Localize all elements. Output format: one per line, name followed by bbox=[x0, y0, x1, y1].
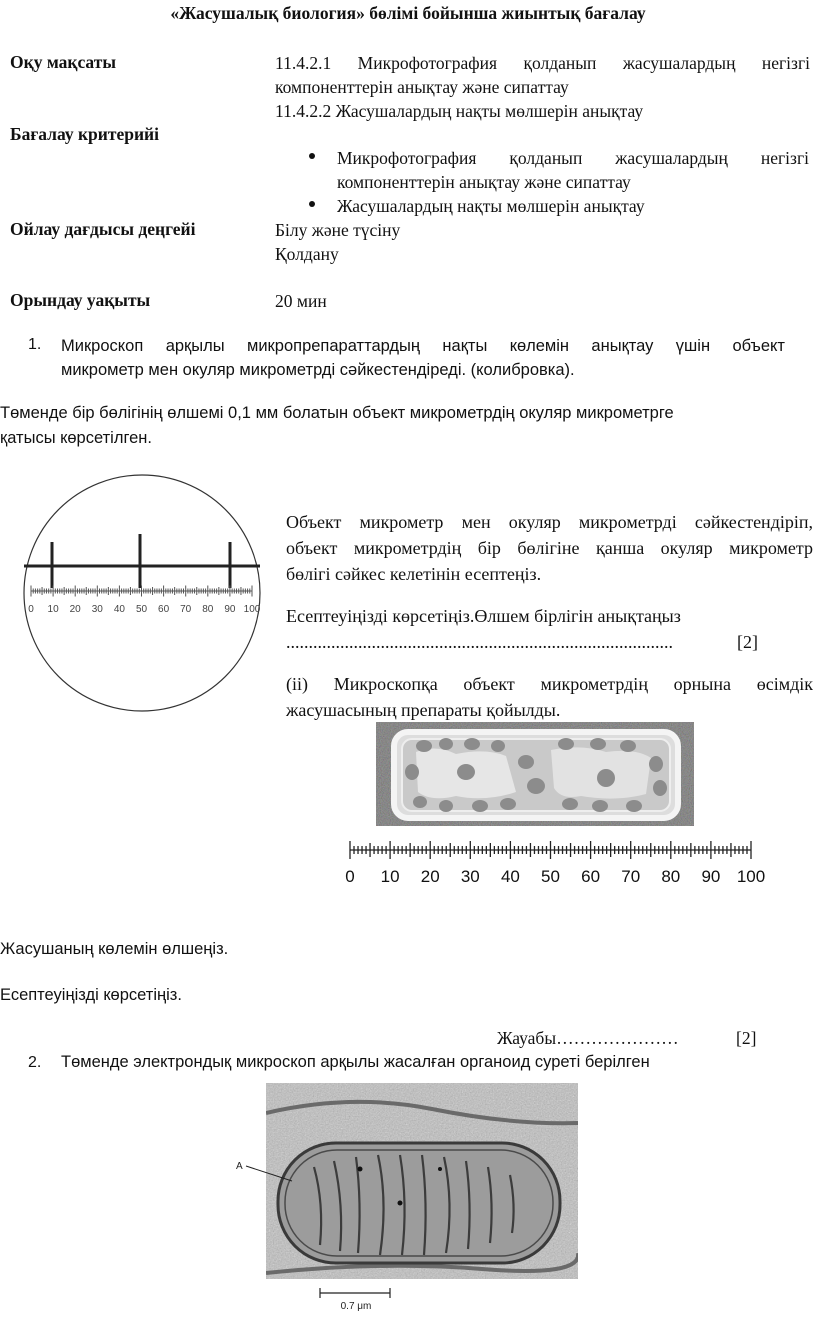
ruler-label: 30 bbox=[91, 604, 103, 615]
right-line: жасушасының препараты қойылды. bbox=[286, 700, 561, 720]
goal-label: Оқу мақсаты bbox=[10, 52, 116, 72]
skill-values bbox=[275, 218, 400, 266]
skill-value: Қолдану bbox=[275, 244, 339, 264]
micrometer-view bbox=[22, 474, 268, 714]
right-line: объект микрометрдің бір бөлігіне қанша окуляр микрометр bbox=[286, 538, 813, 558]
ruler-label: 80 bbox=[661, 867, 681, 886]
ruler-label: 90 bbox=[701, 867, 721, 886]
show-text: Есептеуіңізді көрсетіңіз. bbox=[0, 986, 182, 1004]
plant-cell-image bbox=[376, 722, 694, 826]
goal-line: 11.4.2.1 Микрофотография қолданып жасушалардың негізгі bbox=[275, 53, 810, 73]
q1-right-text bbox=[286, 509, 813, 723]
right-line: бөлігі сәйкес келетінін есептеңіз. bbox=[286, 564, 542, 584]
stage-scale bbox=[350, 841, 751, 859]
ruler-label: 60 bbox=[581, 867, 601, 886]
goal-line: 11.4.2.2 Жасушалардың нақты мөлшерін анықтау bbox=[275, 101, 644, 121]
criteria-item-cont: компоненттерін анықтау және сипаттау bbox=[337, 172, 631, 192]
ruler-label: 10 bbox=[380, 867, 400, 886]
ruler-label: 50 bbox=[135, 604, 148, 615]
page-title: «Жасушалық биология» бөлімі бойынша жиынтық бағалау bbox=[170, 3, 646, 23]
ruler-label: 60 bbox=[158, 604, 170, 615]
q1-line: микрометр мен окуляр микрометрді сәйкестендіреді. (колибровка). bbox=[61, 361, 575, 379]
intro-line: қатысы көрсетілген. bbox=[0, 429, 152, 447]
q1-intro bbox=[0, 401, 790, 451]
ruler-label: 90 bbox=[224, 604, 236, 615]
measure-scale bbox=[336, 826, 776, 890]
ruler-label: 40 bbox=[113, 604, 125, 615]
answer-mark-2: [2] bbox=[736, 1028, 757, 1048]
scale-bar-label: 0.7 μm bbox=[340, 1301, 372, 1312]
time-value: 20 мин bbox=[275, 291, 327, 311]
skill-label: Ойлау дағдысы деңгейі bbox=[10, 219, 196, 239]
ruler-label: 20 bbox=[69, 604, 81, 615]
stage-scale-labels bbox=[345, 867, 765, 886]
intro-line: Төменде бір бөлігінің өлшемі 0,1 мм болатын объект микрометрдің окуляр микрометрге bbox=[0, 404, 674, 422]
q2-number: 2. bbox=[28, 1054, 42, 1071]
time-label: Орындау уақыты bbox=[10, 290, 151, 310]
mitochondrion-image bbox=[232, 1083, 578, 1315]
ruler-label: 50 bbox=[541, 867, 560, 886]
ruler-label: 0 bbox=[28, 604, 34, 615]
goal-text bbox=[275, 51, 810, 123]
ocular-scale bbox=[31, 586, 252, 597]
q1-number: 1. bbox=[28, 336, 42, 353]
right-line: Объект микрометр мен окуляр микрометрді сәйкестендіріп, bbox=[286, 512, 813, 532]
ruler-label: 70 bbox=[180, 604, 192, 615]
label-a: A bbox=[236, 1161, 243, 1172]
q1-line: Микроскоп арқылы микропрепараттардың нақты көлемін анықтау үшін объект bbox=[61, 337, 785, 355]
criteria-item: Жасушалардың нақты мөлшерін анықтау bbox=[337, 194, 809, 218]
ruler-label: 30 bbox=[460, 867, 480, 886]
criteria-list bbox=[337, 146, 809, 218]
q1-text bbox=[61, 334, 785, 382]
ruler-label: 40 bbox=[500, 867, 520, 886]
answer-label: Жауабы………………… bbox=[497, 1028, 679, 1048]
ruler-label: 80 bbox=[202, 604, 214, 615]
goal-line: компоненттерін анықтау және сипаттау bbox=[275, 77, 569, 97]
right-line: (ii) Микроскопқа объект микрометрдің орнына өсімдік bbox=[286, 674, 813, 694]
ruler-label: 20 bbox=[420, 867, 440, 886]
ruler-label: 0 bbox=[345, 867, 355, 886]
ruler-label: 100 bbox=[736, 867, 766, 886]
answer-mark: [2] bbox=[737, 632, 758, 652]
bullet-icon bbox=[309, 201, 315, 207]
skill-value: Білу және түсіну bbox=[275, 220, 401, 240]
criteria-item: Микрофотография қолданып жасушалардың негізгі bbox=[337, 146, 809, 170]
right-line: Есептеуіңізді көрсетіңіз.Өлшем бірлігін анықтаңыз bbox=[286, 606, 681, 626]
ruler-label: 70 bbox=[621, 867, 641, 886]
answer-dots: ...................................................................................... bbox=[286, 632, 673, 652]
ruler-label: 10 bbox=[47, 604, 59, 615]
bullet-icon bbox=[309, 153, 315, 159]
q2-text: Төменде электрондық микроскоп арқылы жасалған органоид суреті берілген bbox=[61, 1053, 650, 1071]
measure-text: Жасушаның көлемін өлшеңіз. bbox=[0, 940, 229, 958]
criteria-label: Бағалау критерийі bbox=[10, 124, 159, 144]
ruler-label: 100 bbox=[243, 604, 261, 615]
